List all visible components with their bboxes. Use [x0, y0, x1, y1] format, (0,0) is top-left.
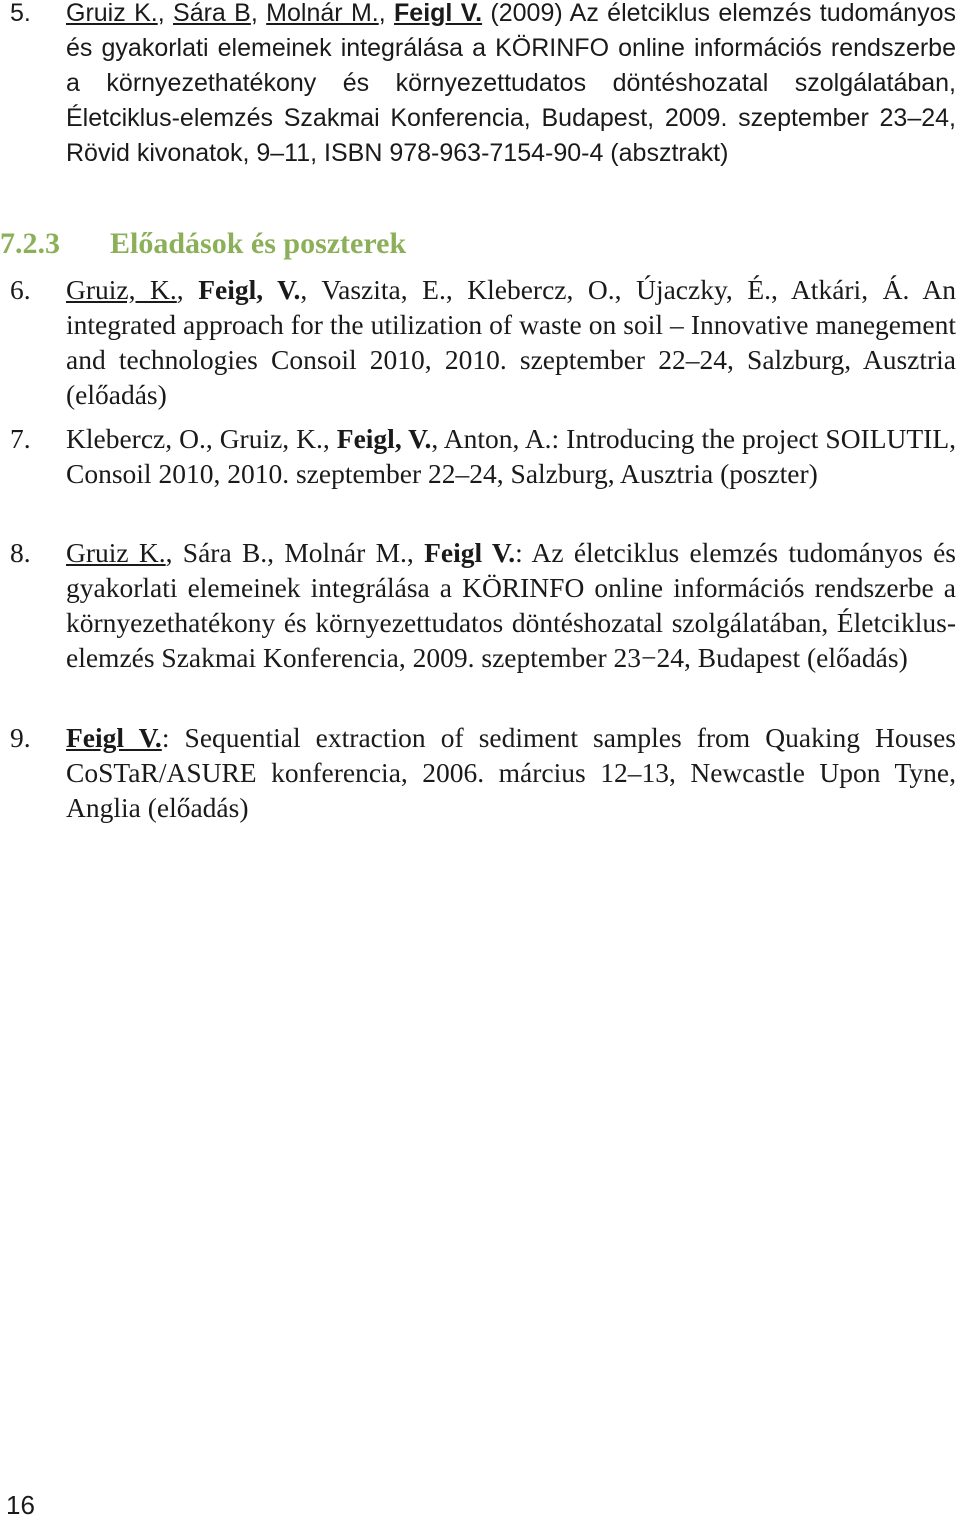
- reference-text: [66, 421, 956, 491]
- reference-details: , Anton, A.: Introducing the project SOILUTIL, Consoil 2010, 2010. szeptember 22–24, Salzburg, Ausztria (poszter): [66, 423, 956, 489]
- author-name-highlighted: Feigl V.: [424, 537, 516, 568]
- reference-text: [66, 535, 956, 675]
- reference-text: Gruiz K., Sára B, Molnár M., Feigl V. (2009) Az életciklus elemzés tudományos és gyakorlati elemeinek integrálása a KÖRINFO online információs rendszerbe a környezethatékony és környezettudatos döntéshozatal szolgálatában, Életciklus-elemzés Szakmai Konferencia, Budapest, 2009. szeptember 23–24, Rövid kivonatok, 9–11, ISBN 978-963-7154-90-4 (absztrakt): [66, 0, 956, 167]
- reference-number: 9.: [10, 722, 31, 753]
- section-title: Előadások és poszterek: [110, 227, 407, 260]
- reference-details: : Az életciklus elemzés tudományos és gyakorlati elemeinek integrálása a KÖRINFO online információs rendszerbe a környezethatékony és környezettudatos döntéshozatal szolgálatában, Életciklus-elemzés Szakmai Konferencia, 2009. szeptember 23−24, Budapest (előadás): [66, 537, 956, 673]
- reference-text: [66, 720, 956, 825]
- page-number: 16: [6, 1490, 35, 1520]
- reference-item-7: [10, 421, 956, 491]
- author-name: Gruiz K.: [66, 0, 158, 27]
- author-names: Klebercz, O., Gruiz, K.,: [66, 423, 337, 454]
- author-name: Molnár M.: [266, 0, 379, 27]
- reference-number: 5.: [10, 0, 31, 27]
- author-name-highlighted: Feigl, V.: [198, 274, 301, 305]
- section-heading: [0, 226, 406, 262]
- reference-item-5: [10, 0, 956, 171]
- reference-details: : Sequential extraction of sediment samples from Quaking Houses CoSTaR/ASURE konferencia, 2006. március 12–13, Newcastle Upon Tyne, Anglia (előadás): [66, 722, 956, 823]
- section-number: 7.2.3: [0, 227, 60, 260]
- reference-text: Gruiz, K., Feigl, V., Vaszita, E., Klebercz, O., Újaczky, É., Atkári, Á. An integrated approach for the utilization of waste on soil – Innovative manegement and technologies Consoil 2010, 2010. szeptember 22–24, Salzburg, Ausztria (előadás): [66, 274, 957, 410]
- reference-number: 6.: [10, 274, 31, 305]
- author-name: Gruiz, K.: [66, 274, 177, 305]
- author-name-highlighted: Feigl, V.: [336, 423, 432, 454]
- reference-item-9: [10, 720, 956, 825]
- reference-item-8: [10, 535, 956, 675]
- reference-details: , Vaszita, E., Klebercz, O., Újaczky, É., Atkári, Á. An integrated approach for the utilization of waste on soil – Innovative manegement and technologies Consoil 2010, 2010. szeptember 22–24, Salzburg, Ausztria (előadás): [66, 274, 957, 410]
- author-names: , Sára B., Molnár M.,: [165, 537, 425, 568]
- author-name-highlighted: Feigl V.: [66, 722, 162, 753]
- reference-details: (2009) Az életciklus elemzés tudományos és gyakorlati elemeinek integrálása a KÖRINFO online információs rendszerbe a környezethatékony és környezettudatos döntéshozatal szolgálatában, Életciklus-elemzés Szakmai Konferencia, Budapest, 2009. szeptember 23–24, Rövid kivonatok, 9–11, ISBN 978-963-7154-90-4 (absztrakt): [66, 0, 956, 167]
- reference-number: 8.: [10, 537, 31, 568]
- reference-item-6: [10, 272, 956, 412]
- author-name-highlighted: Feigl V.: [394, 0, 483, 27]
- author-name: Sára B: [173, 0, 251, 27]
- reference-number: 7.: [10, 423, 31, 454]
- author-name: Gruiz K.: [66, 537, 166, 568]
